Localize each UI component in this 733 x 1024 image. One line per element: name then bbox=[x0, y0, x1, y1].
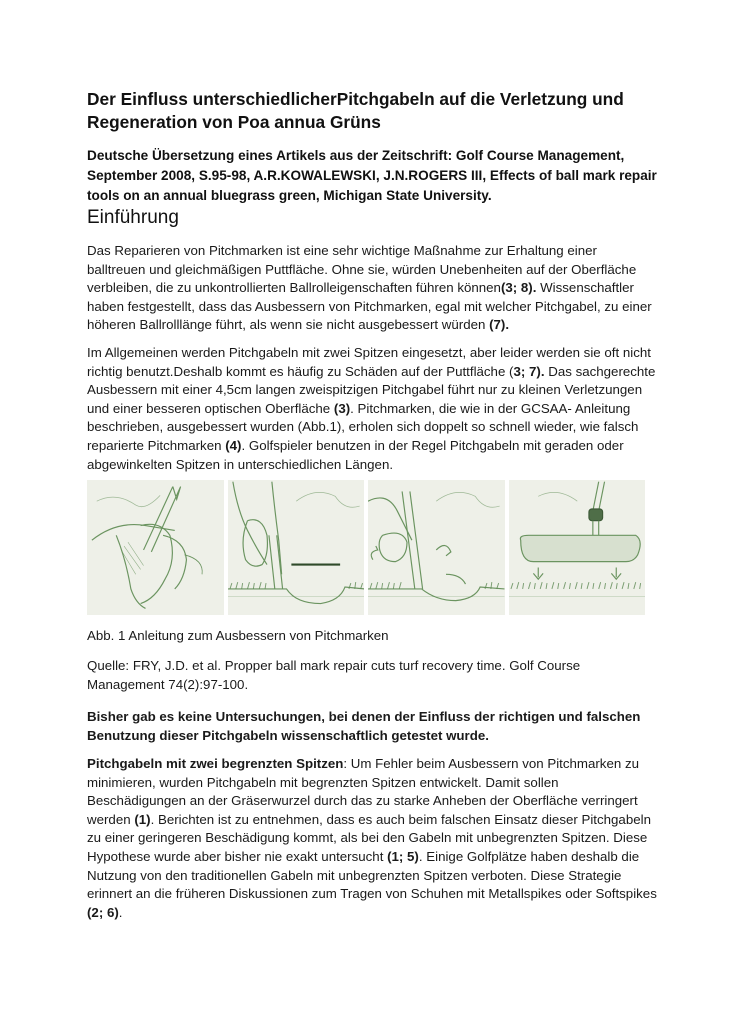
paragraph-lead: Pitchgabeln mit zwei begrenzten Spitzen bbox=[87, 756, 344, 771]
figure-ball-mark-repair bbox=[87, 480, 645, 615]
putter-tamping-illustration bbox=[509, 480, 646, 615]
document-subtitle: Deutsche Übersetzung eines Artikels aus der Zeitschrift: Golf Course Management, September 2008, S.95-98, A.R.KOWALEWSKI, J.N.ROGERS III, Effects of ball mark repair tools on an annual bluegrass green, Michigan State University. bbox=[87, 148, 657, 203]
text: . Golfspieler benutzen in der Regel Pitchgabeln mit geraden oder abgewinkelten Spitzen in unterschiedlichen Längen. bbox=[87, 437, 624, 472]
figure-panel-2 bbox=[228, 480, 365, 615]
citation: 3; 7). bbox=[513, 363, 545, 379]
citation: (4) bbox=[225, 437, 242, 453]
text: Das sachgerechte Ausbessern mit einer 4,5cm langen zweispitzigen Pitchgabel führt nur zu kleinen Verletzungen und einer besseren optischen Oberfläche bbox=[87, 363, 656, 416]
citation: (7). bbox=[489, 317, 510, 333]
citation: (3) bbox=[333, 400, 351, 416]
pitchfork-twisting-illustration bbox=[368, 480, 505, 615]
figure-source: Quelle: FRY, J.D. et al. Propper ball mark repair cuts turf recovery time. Golf Course Management 74(2):97-100. bbox=[87, 658, 581, 692]
text: . Einige Golfplätze haben deshalb die Nutzung von den traditionellen Gabeln mit unbegrenzten Spitzen verboten. Diese Strategie erinnert an die früheren Diskussionen zum Tragen von Schuhen mit Metallspikes oder Softspikes bbox=[87, 848, 657, 902]
pitchfork-inserted-illustration bbox=[228, 480, 365, 615]
text: . Berichten ist zu entnehmen, dass es auch beim falschen Einsatz dieser Pitchgabeln zu einer geringeren Beschädigung kommt, als bei den Gabeln mit unbegrenzten Spitzen. Diese Hypothese wurde aber bisher nie exakt untersucht bbox=[87, 811, 651, 864]
text: : Um Fehler beim Ausbessern von Pitchmarken zu minimieren, wurden Pitchgabeln mit begrenzten Spitzen entwickelt. Damit sollen Beschädigungen an der Gräserwurzel durch das zu starke Anheben der Oberfläche verringert werden bbox=[87, 756, 639, 827]
figure-panel-1 bbox=[87, 480, 224, 615]
figure-panel-4 bbox=[509, 480, 646, 615]
document-title: Der Einfluss unterschiedlicherPitchgabeln auf die Verletzung und Regeneration von Poa annua Grüns bbox=[87, 89, 624, 132]
text: . bbox=[118, 904, 123, 920]
paragraph-pitchforks-limited-tines bbox=[87, 755, 659, 922]
intro-paragraph-2 bbox=[87, 344, 659, 474]
citation: (1) bbox=[134, 811, 151, 827]
text: Das Reparieren von Pitchmarken ist eine sehr wichtige Maßnahme zur Erhaltung einer balltreuen und gleichmäßigen Puttfläche. Ohne sie, würden Unebenheiten auf der Oberfläche verbleiben, die zu unkontrollierten Ballrolleigenschaften führen können bbox=[87, 243, 637, 296]
figure-panel-3 bbox=[368, 480, 505, 615]
citation: (1; 5) bbox=[387, 848, 419, 864]
text: Wissenschaftler haben festgestellt, dass das Ausbessern von Pitchmarken, egal mit welcher Pitchgabel, zu einer höheren Ballrolllänge führt, als wenn sie nicht ausgebessert würden bbox=[87, 280, 652, 333]
bold-statement: Bisher gab es keine Untersuchungen, bei denen der Einfluss der richtigen und falschen Benutzung dieser Pitchgabeln wissenschaftlich getestet wurde. bbox=[87, 709, 641, 743]
hand-holding-pitchfork-illustration bbox=[87, 480, 224, 615]
section-heading: Einführung bbox=[87, 207, 179, 228]
figure-caption: Abb. 1 Anleitung zum Ausbessern von Pitchmarken bbox=[87, 628, 389, 643]
text: Im Allgemeinen werden Pitchgabeln mit zwei Spitzen eingesetzt, aber leider werden sie oft nicht richtig benutzt.Deshalb kommt es häufig zu Schäden auf der Puttfläche ( bbox=[87, 345, 651, 379]
text: . Pitchmarken, die wie in der GCSAA- Anleitung beschrieben, ausgebessert wurden (Abb.1), erholen sich doppelt so schnell wieder, wie falsch reparierte Pitchmarken bbox=[87, 400, 639, 453]
citation: (2; 6) bbox=[87, 904, 119, 920]
citation: (3; 8). bbox=[500, 280, 537, 296]
intro-paragraph-1 bbox=[87, 242, 659, 335]
